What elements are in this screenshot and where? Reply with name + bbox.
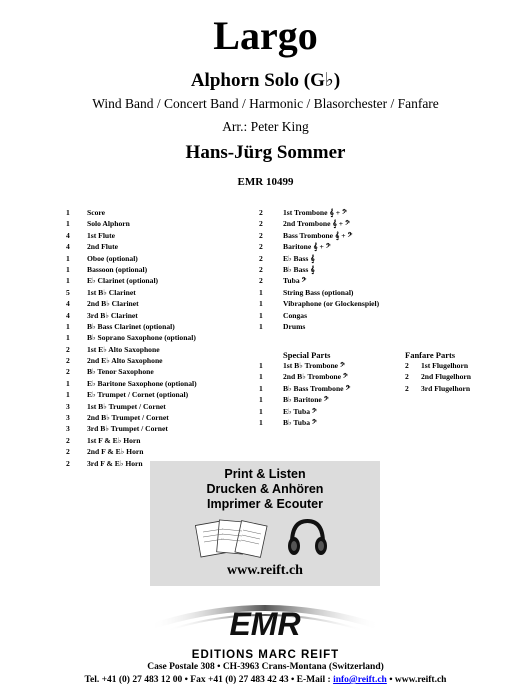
part-quantity: 3 xyxy=(66,401,70,411)
print-listen-box xyxy=(150,461,380,586)
part-name: Congas xyxy=(283,310,308,320)
part-name: 2nd Trombone 𝄞 + 𝄢 xyxy=(283,219,350,229)
part-quantity: 1 xyxy=(259,299,263,309)
part-quantity: 4 xyxy=(66,242,70,252)
part-quantity: 1 xyxy=(259,321,263,331)
part-name: B♭ Bass Trombone 𝄢 xyxy=(283,383,351,393)
part-quantity: 1 xyxy=(259,287,263,297)
part-name: 2nd Flute xyxy=(87,242,119,252)
part-name: Bassoon (optional) xyxy=(87,264,148,274)
publisher-contact xyxy=(0,675,531,685)
part-name: E♭ Tuba 𝄢 xyxy=(283,406,317,416)
part-quantity: 2 xyxy=(259,230,263,240)
part-name: 2nd F & E♭ Horn xyxy=(87,447,144,457)
part-quantity: 2 xyxy=(259,253,263,263)
part-quantity: 2 xyxy=(259,219,263,229)
page-title: Largo xyxy=(213,13,318,58)
part-quantity: 2 xyxy=(405,383,409,393)
catalog-number: EMR 10499 xyxy=(237,176,294,188)
part-quantity: 2 xyxy=(66,458,70,468)
part-name: B♭ Soprano Saxophone (optional) xyxy=(87,333,196,343)
part-name: B♭ Tenor Saxophone xyxy=(87,367,154,377)
emr-logo xyxy=(0,597,531,649)
part-name: B♭ Tuba 𝄢 xyxy=(283,417,317,427)
part-name: E♭ Trumpet / Cornet (optional) xyxy=(87,390,189,400)
part-quantity: 2 xyxy=(66,356,70,366)
part-name: Vibraphone (or Glockenspiel) xyxy=(283,299,380,309)
part-quantity: 2 xyxy=(66,447,70,457)
part-name: 1st Flute xyxy=(87,230,116,240)
part-name: 3rd B♭ Clarinet xyxy=(87,310,138,320)
promo-line-2: Drucken & Anhören xyxy=(206,482,324,496)
part-name: Oboe (optional) xyxy=(87,253,138,263)
part-name: 1st B♭ Trombone 𝄢 xyxy=(283,361,345,370)
part-quantity: 1 xyxy=(66,208,70,217)
promo-url[interactable]: www.reift.ch xyxy=(227,563,303,578)
part-name: 1st Trombone 𝄞 + 𝄢 xyxy=(283,208,347,217)
fanfare-parts-heading: Fanfare Parts xyxy=(405,350,456,360)
part-name: Drums xyxy=(283,321,306,331)
part-quantity: 2 xyxy=(405,372,409,382)
special-parts-heading: Special Parts xyxy=(283,350,331,360)
part-quantity: 1 xyxy=(259,310,263,320)
part-name: 2nd B♭ Trombone 𝄢 xyxy=(283,372,348,382)
publisher-address: Case Postale 308 • CH-3963 Crans-Montana (Switzerland) xyxy=(147,662,384,672)
part-name: B♭ Baritone 𝄢 xyxy=(283,395,329,405)
part-quantity: 1 xyxy=(66,390,70,400)
part-name: 3rd B♭ Trumpet / Cornet xyxy=(87,424,168,434)
part-name: E♭ Clarinet (optional) xyxy=(87,276,159,286)
part-name: 1st B♭ Clarinet xyxy=(87,287,136,297)
contact-phone-fax: Tel. +41 (0) 27 483 12 00 • Fax +41 (0) 27 483 42 43 • E-Mail : xyxy=(84,675,334,685)
part-name: B♭ Bass 𝄞 xyxy=(283,264,315,274)
part-name: 2nd E♭ Alto Saxophone xyxy=(87,356,163,366)
part-quantity: 1 xyxy=(66,276,70,286)
arranger-line: Arr.: Peter King xyxy=(222,119,309,134)
part-quantity: 2 xyxy=(259,276,263,286)
email-link[interactable]: info@reift.ch xyxy=(333,675,387,685)
part-quantity: 3 xyxy=(66,413,70,423)
part-quantity: 1 xyxy=(259,417,263,427)
part-name: 1st F & E♭ Horn xyxy=(87,435,141,445)
part-name: 2nd Flugelhorn xyxy=(421,372,472,382)
publisher-name: EDITIONS MARC REIFT xyxy=(191,649,340,661)
part-name: 3rd F & E♭ Horn xyxy=(87,458,143,468)
part-quantity: 1 xyxy=(66,321,70,331)
part-quantity: 4 xyxy=(66,299,70,309)
headphones-icon xyxy=(285,515,330,560)
part-quantity: 1 xyxy=(66,333,70,343)
composer-line: Hans-Jürg Sommer xyxy=(185,142,346,163)
part-name: 3rd Flugelhorn xyxy=(421,383,471,393)
part-quantity: 1 xyxy=(259,372,263,382)
part-name: Score xyxy=(87,208,105,217)
part-quantity: 1 xyxy=(259,406,263,416)
svg-text:EMR: EMR xyxy=(229,606,301,642)
sheet-music-icon xyxy=(195,518,270,558)
part-name: E♭ Bass 𝄞 xyxy=(283,253,315,263)
part-quantity: 2 xyxy=(66,435,70,445)
part-name: 2nd B♭ Trumpet / Cornet xyxy=(87,413,169,423)
part-name: 2nd B♭ Clarinet xyxy=(87,299,139,309)
part-name: B♭ Bass Clarinet (optional) xyxy=(87,321,175,331)
part-quantity: 4 xyxy=(66,230,70,240)
promo-line-1: Print & Listen xyxy=(224,467,306,481)
part-name: 1st B♭ Trumpet / Cornet xyxy=(87,401,166,411)
part-quantity: 2 xyxy=(66,367,70,377)
part-quantity: 5 xyxy=(66,287,70,297)
part-name: Baritone 𝄞 + 𝄢 xyxy=(283,242,331,252)
part-name: Solo Alphorn xyxy=(87,219,130,229)
contact-website[interactable]: • www.reift.ch xyxy=(386,675,447,685)
part-quantity: 2 xyxy=(66,344,70,354)
part-name: 1st Flugelhorn xyxy=(421,361,469,370)
part-name: Bass Trombone 𝄞 + 𝄢 xyxy=(283,230,353,240)
part-quantity: 2 xyxy=(259,208,263,217)
part-quantity: 1 xyxy=(66,378,70,388)
part-quantity: 1 xyxy=(66,219,70,229)
part-quantity: 3 xyxy=(66,424,70,434)
part-quantity: 1 xyxy=(259,361,263,370)
part-quantity: 1 xyxy=(66,264,70,274)
part-quantity: 2 xyxy=(259,264,263,274)
part-quantity: 2 xyxy=(405,361,409,370)
part-name: String Bass (optional) xyxy=(283,287,354,297)
subtitle: Alphorn Solo (G♭) xyxy=(190,70,341,91)
part-name: 1st E♭ Alto Saxophone xyxy=(87,344,160,354)
ensemble-line: Wind Band / Concert Band / Harmonic / Blasorchester / Fanfare xyxy=(92,96,439,111)
part-quantity: 1 xyxy=(66,253,70,263)
part-quantity: 1 xyxy=(259,395,263,405)
part-quantity: 2 xyxy=(259,242,263,252)
part-quantity: 1 xyxy=(259,383,263,393)
promo-line-3: Imprimer & Ecouter xyxy=(206,497,323,511)
part-name: E♭ Baritone Saxophone (optional) xyxy=(87,378,197,388)
part-name: Tuba 𝄢 xyxy=(283,276,307,286)
part-quantity: 4 xyxy=(66,310,70,320)
